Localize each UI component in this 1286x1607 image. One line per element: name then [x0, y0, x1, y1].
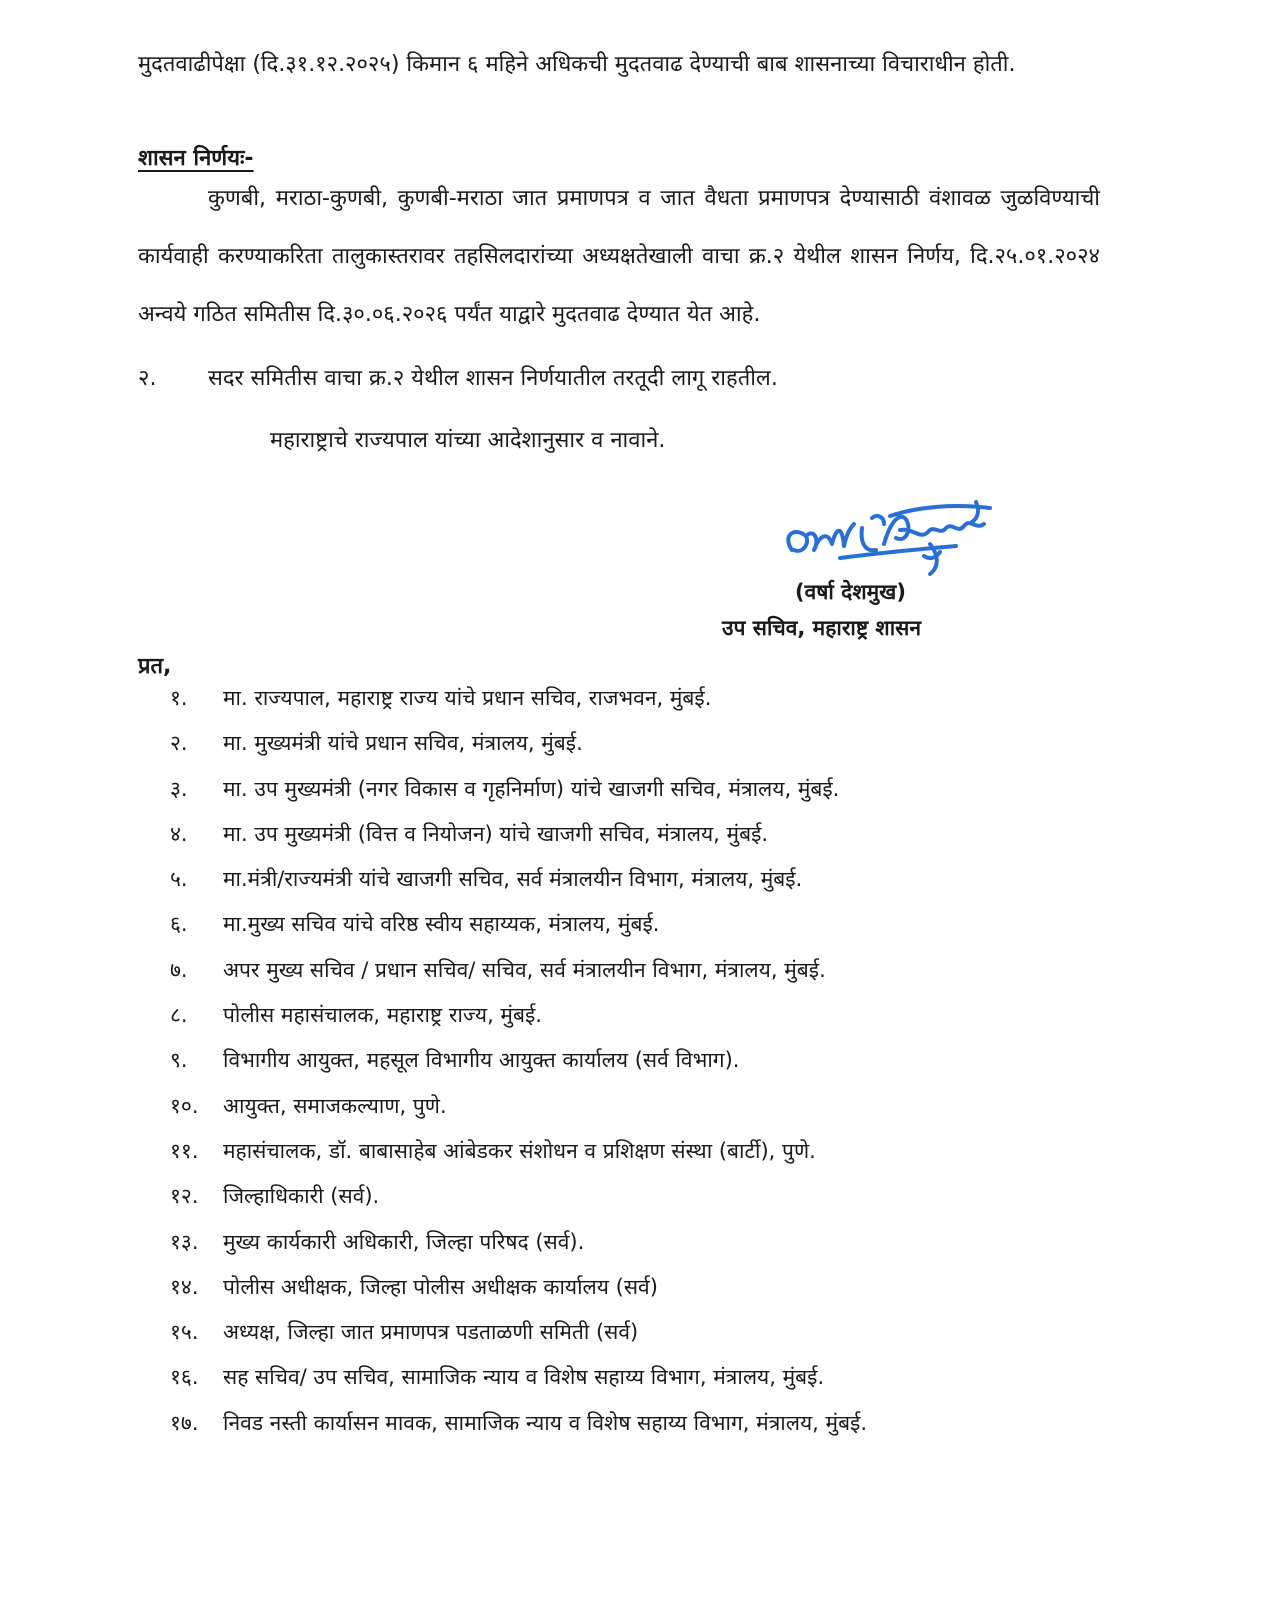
- list-item: [138, 767, 867, 812]
- list-item-text: जिल्हाधिकारी (सर्व).: [223, 1184, 380, 1209]
- list-item-text: अपर मुख्य सचिव / प्रधान सचिव/ सचिव, सर्व मंत्रालयीन विभाग, मंत्रालय, मुंबई.: [223, 957, 826, 982]
- list-item: [138, 721, 867, 766]
- list-item-number: २.: [170, 731, 188, 756]
- clause-2: [138, 362, 778, 392]
- list-item: [138, 1084, 867, 1129]
- handwritten-signature: [780, 488, 1000, 588]
- list-item-number: ६.: [170, 912, 188, 937]
- list-item-number: १.: [170, 686, 188, 710]
- list-item-text: मा. राज्यपाल, महाराष्ट्र राज्य यांचे प्रधान सचिव, राजभवन, मुंबई.: [223, 686, 712, 710]
- list-item-text: मा. उप मुख्यमंत्री (नगर विकास व गृहनिर्माण) यांचे खाजगी सचिव, मंत्रालय, मुंबई.: [223, 776, 840, 801]
- clause-text: सदर समितीस वाचा क्र.२ येथील शासन निर्णयातील तरतूदी लागू राहतील.: [208, 366, 778, 391]
- list-item-text: विभागीय आयुक्त, महसूल विभागीय आयुक्त कार्यालय (सर्व विभाग).: [223, 1048, 740, 1073]
- list-item: [138, 1355, 867, 1400]
- list-item: [138, 1220, 867, 1265]
- list-item-number: १५.: [170, 1320, 199, 1345]
- list-item: [138, 1129, 867, 1174]
- list-item-number: ७.: [170, 957, 188, 982]
- signer-title: उप सचिव, महाराष्ट्र शासन: [722, 616, 922, 640]
- list-item: [138, 1038, 867, 1083]
- clause-number: २.: [138, 366, 157, 391]
- list-item-text: निवड नस्ती कार्यासन मावक, सामाजिक न्याय व विशेष सहाय्य विभाग, मंत्रालय, मुंबई.: [223, 1410, 868, 1435]
- copy-to-heading: प्रत,: [138, 654, 172, 679]
- list-item: [138, 676, 867, 721]
- list-item: [138, 1174, 867, 1219]
- list-item-number: १७.: [170, 1410, 199, 1435]
- list-item-number: ११.: [170, 1138, 199, 1163]
- list-item-number: ५.: [170, 867, 188, 892]
- list-item-number: ९.: [170, 1048, 188, 1073]
- list-item: [138, 948, 867, 993]
- list-item: [138, 1401, 867, 1446]
- list-item-text: मा.मुख्य सचिव यांचे वरिष्ठ स्वीय सहाय्यक, मंत्रालय, मुंबई.: [223, 912, 660, 937]
- list-item-text: आयुक्त, समाजकल्याण, पुणे.: [223, 1093, 447, 1118]
- list-item: [138, 1310, 867, 1355]
- closing-statement: महाराष्ट्राचे राज्यपाल यांच्या आदेशानुसार व नावाने.: [270, 428, 666, 453]
- list-item-number: १२.: [170, 1184, 199, 1209]
- intro-paragraph: मुदतवाढीपेक्षा (दि.३१.१२.२०२५) किमान ६ महिने अधिकची मुदतवाढ देण्याची बाब शासनाच्या विचाराधीन होती.: [138, 52, 1016, 77]
- list-item-number: ३.: [170, 776, 188, 801]
- list-item-number: ८.: [170, 1003, 188, 1028]
- list-item-number: १४.: [170, 1274, 199, 1299]
- list-item-text: पोलीस अधीक्षक, जिल्हा पोलीस अधीक्षक कार्यालय (सर्व): [223, 1274, 658, 1299]
- list-item: [138, 1265, 867, 1310]
- decision-paragraph: कुणबी, मराठा-कुणबी, कुणबी-मराठा जात प्रमाणपत्र व जात वैधता प्रमाणपत्र देण्यासाठी वंशावळ जुळविण्याची कार्यवाही करण्याकरिता तालुकास्तरावर तहसिलदारांच्या अध्यक्षतेखाली वाचा क्र.२ येथील शासन निर्णय, दि.२५.०१.२०२४ अन्वये गठित समितीस दि.३०.०६.२०२६ पर्यंत याद्वारे मुदतवाढ देण्यात येत आहे.: [138, 186, 1100, 327]
- list-item-text: मुख्य कार्यकारी अधिकारी, जिल्हा परिषद (सर्व).: [223, 1229, 585, 1254]
- list-item-text: महासंचालक, डॉ. बाबासाहेब आंबेडकर संशोधन व प्रशिक्षण संस्था (बार्टी), पुणे.: [223, 1138, 816, 1163]
- copy-to-list: [138, 676, 867, 1446]
- list-item-number: १३.: [170, 1229, 199, 1254]
- list-item: [138, 857, 867, 902]
- decision-heading: शासन निर्णयः-: [138, 146, 254, 171]
- list-item-text: सह सचिव/ उप सचिव, सामाजिक न्याय व विशेष सहाय्य विभाग, मंत्रालय, मुंबई.: [223, 1365, 825, 1390]
- list-item-text: मा. उप मुख्यमंत्री (वित्त व नियोजन) यांचे खाजगी सचिव, मंत्रालय, मुंबई.: [223, 821, 769, 846]
- list-item-number: ४.: [170, 821, 188, 846]
- list-item-text: अध्यक्ष, जिल्हा जात प्रमाणपत्र पडताळणी समिती (सर्व): [223, 1320, 639, 1345]
- list-item-text: मा.मंत्री/राज्यमंत्री यांचे खाजगी सचिव, सर्व मंत्रालयीन विभाग, मंत्रालय, मुंबई.: [223, 867, 803, 892]
- signer-name: (वर्षा देशमुख): [795, 580, 906, 604]
- list-item-number: १६.: [170, 1365, 199, 1390]
- list-item-number: १०.: [170, 1093, 199, 1118]
- list-item: [138, 902, 867, 947]
- list-item-text: मा. मुख्यमंत्री यांचे प्रधान सचिव, मंत्रालय, मुंबई.: [223, 731, 583, 756]
- list-item: [138, 812, 867, 857]
- list-item-text: पोलीस महासंचालक, महाराष्ट्र राज्य, मुंबई.: [223, 1003, 542, 1028]
- list-item: [138, 993, 867, 1038]
